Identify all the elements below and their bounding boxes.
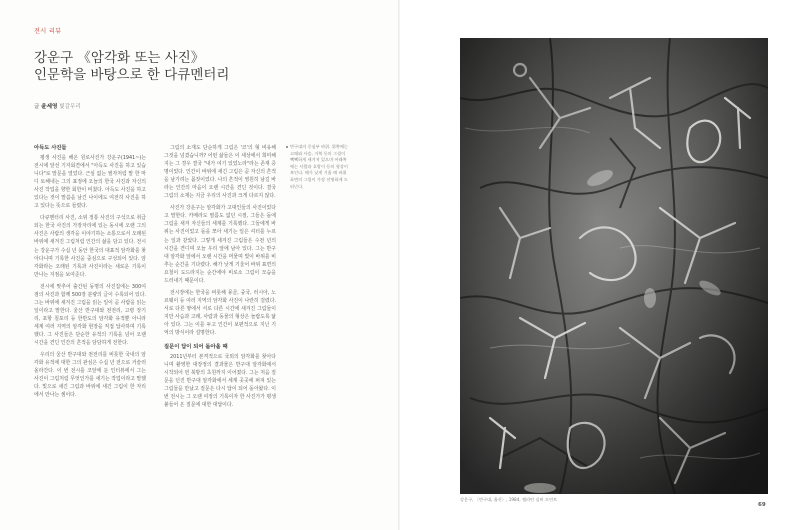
photo-caption: 강운구, 〈반구대, 울산〉, 1984, 젤라틴 실버 프린트 bbox=[460, 497, 558, 502]
paragraph: 사진가 강운구는 암각화가 고대인들의 사진이었다고 말한다. 카메라도 필름도 없던 시절, 그들은 돌에 그림을 새겨 자신들의 세계를 기록했다. 그들에게 바위는 사진이었고 돌을 쪼아 새기는 일은 셔터를 누르는 일과 같았다. 그렇게 새겨진 그림들은 수천 년의 시간을 견디며 오늘 우리 앞에 남아 있다. 그는 반구대 암각화 앞에서 오랜 시간을 머물며 빛이 바위를 비추는 순간을 기다렸다. 해가 낮게 기울어 바위 표면의 요철이 도드라지는 순간에야 비로소 그림이 모습을 드러내기 때문이다. bbox=[164, 205, 276, 284]
title-line-1: 강운구 《암각화 또는 사진》 bbox=[34, 50, 205, 66]
author-affiliation: 빛갈무리 bbox=[59, 104, 81, 110]
photo-sidenote: 반구대의 중심부 바위. 위쪽에는 고래와 사슴, 거북 등의 그림이 빽빽하게 새겨져 있으며 아래쪽에는 사람과 호랑이 등의 형상이 보인다. 해가 낮게 기울 때 바위 표면의 그림이 가장 선명하게 드러난다. bbox=[290, 144, 348, 189]
paragraph: 다큐멘터리 사진, 소위 정통 사진의 구석으로 취급되는 한국 사진의 가장자리에 있는 동시에 오랜 그의 사진은 사람의 생각을 이야기하는 소통으로서 오래된 바위에 새겨진 그림처럼 인간의 삶을 담고 있다. 전시는 강운구가 수십 년 동안 한국의 대표적 암각화를 찾아다니며 기록한 사진을 중심으로 구성되어 있다. 암각화라는 오래된 기록과 사진이라는 새로운 기록이 만나는 지점을 보여준다. bbox=[34, 215, 146, 278]
paragraph: 전시장에는 한국을 비롯해 몽골, 중국, 러시아, 노르웨이 등 여러 지역의 암각화 사진이 나란히 걸렸다. 서로 다른 땅에서 서로 다른 시간에 새겨진 그림들이지만 사슴과 고래, 사람과 동물의 형상은 놀랍도록 닮아 있다. 그는 이를 두고 인간이 보편적으로 지닌 기억의 방식이라 설명한다. bbox=[164, 289, 276, 337]
section-heading: 질문이 답이 되어 돌아올 때 bbox=[164, 344, 228, 351]
author-byline bbox=[34, 102, 81, 110]
article-title bbox=[34, 50, 374, 84]
body-column-2 bbox=[164, 144, 276, 514]
paragraph: 2011년부터 본격적으로 국외의 암각화를 찾아다니며 촬영한 대장정의 결과물은 반구대 암각화에서 시작되어 먼 북방의 초원까지 이어졌다. 그는 처음 질문을 던진 반구대 암각화에서 세계 곳곳에 퍼져 있는 그림들을 만났고 질문은 다시 답이 되어 돌아왔다. 이번 전시는 그 오랜 여정의 기록이자 한 사진가가 평생 붙들어 온 질문에 대한 대답이다. bbox=[164, 354, 276, 409]
body-column-1 bbox=[34, 144, 146, 514]
paragraph: 그림의 소재도 단순하게 그림은 '코'의 형 비유해 그것을 넘겼습니까? 어떤 삶들은 이 세상에서 희미해지는 그 경우 결국 "내가 여기 있었노라"라는 존재 증명이었다. 인간이 바위에 새긴 그림은 곧 자신의 흔적을 남기려는 몸짓이었다. 나의 흔적이 영원히 남길 바라는 인간의 마음이 오랜 시간을 견딘 것이다. 결국 그림의 소재는 지금 우리의 사진과 크게 다르지 않다. bbox=[164, 145, 276, 200]
author-name: 윤세영 bbox=[41, 104, 58, 110]
section-heading: 아득도 사진들 bbox=[34, 145, 67, 151]
petroglyph-photo bbox=[460, 38, 768, 494]
petroglyph-rock-image bbox=[460, 38, 768, 494]
title-line-2: 인문학을 바탕으로 한 다큐멘터리 bbox=[34, 67, 230, 83]
paragraph: 전시에 맞추어 출간된 동명의 사진집에는 300여 점의 사진과 함께 500장 분량의 글이 수록되어 있다. 그는 바위에 새겨진 그림을 읽는 일이 곧 사람을 읽는 일이라고 말한다. 울산 반구대와 천전리, 고령 장기리, 포항 칠포리 등 한반도의 암각화 유적뿐 아니라 세계 여러 지역의 암각화 현장을 직접 답사하며 기록했다. 그 사진들은 단순한 유적의 기록을 넘어 오랜 시간을 견딘 인간의 흔적을 담담하게 전한다. bbox=[34, 283, 146, 347]
sidenote-marker bbox=[286, 146, 288, 148]
paragraph: 평생 사진을 해온 원로사진가 강운구(1941~)는 전시에 앞선 기자회견에서 "아득도 사진을 하고 있습니다"로 말문을 열었다. 근심 없는 필자처럼 말 한 마디 토해내는 그의 표정에 오늘의 한국 사진과 자신의 사진 작업을 향한 회한이 비쳤다. 아득도 사진을 하고 있다는 것이 말씀을 남긴 나이에도 여전히 사진을 하고 있다는 뜻으로 들렸다. bbox=[34, 155, 146, 210]
author-prefix: 글 bbox=[34, 104, 40, 110]
paragraph: 우리의 울산 반구대와 천전리를 비롯한 국내의 암각화 유적에 대한 그의 관심은 수십 년 전으로 거슬러 올라간다. 이 번 전시를 코앞에 둔 인터뷰에서 그는 사진이 그림처럼 무엇인가를 새기는 작업이라고 말했다. 빛으로 새긴 그림과 바위에 새긴 그림이 한 자리에서 만나는 셈이다. bbox=[34, 352, 146, 399]
page-number: 69 bbox=[758, 502, 766, 508]
section-tag: 전시 리뷰 bbox=[34, 28, 62, 35]
